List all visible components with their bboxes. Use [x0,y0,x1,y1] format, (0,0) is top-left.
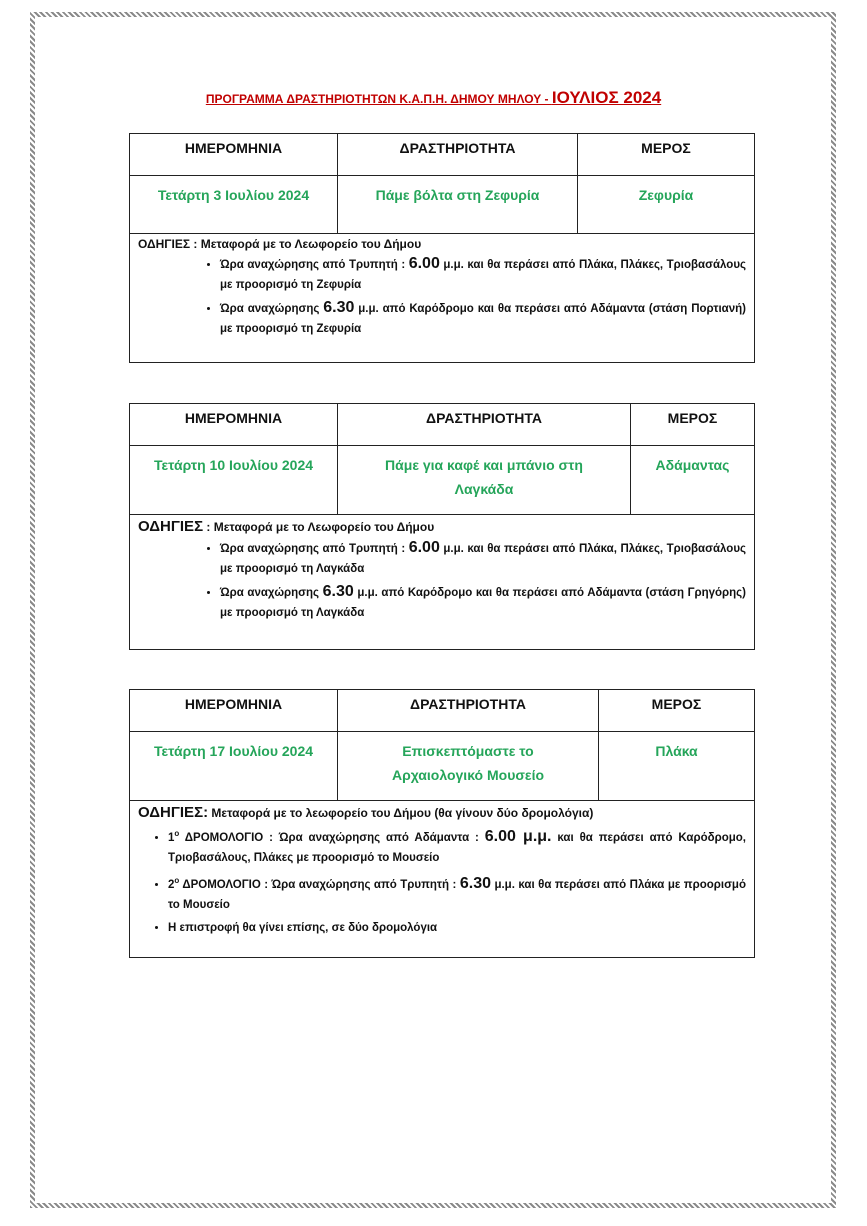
event-date: Τετάρτη 17 Ιουλίου 2024 [130,732,338,800]
table-header-row [130,690,754,732]
instructions-list [138,824,746,938]
header-place: ΜΕΡΟΣ [651,696,702,712]
instructions [130,515,754,623]
instructions [130,801,754,938]
list-item: • Η επιστροφή θα γίνει επίσης, σε δύο δρομολόγια [168,918,746,938]
header-place: ΜΕΡΟΣ [667,410,718,426]
instructions-label: ΟΔΗΓΙΕΣ [138,518,204,535]
list-item: • Ώρα αναχώρησης 6.30 μ.μ. από Καρόδρομο και θα περάσει από Αδάμαντα (στάση Γρηγόρης) με προορισμό τη Λαγκάδα [220,582,746,623]
event-table-1 [129,133,755,363]
table-header-row [130,404,754,446]
header-date: ΗΜΕΡΟΜΗΝΙΑ [130,404,338,445]
instructions-list [138,538,746,623]
instructions-text: : Μεταφορά με το Λεωφορείο του Δήμου [190,237,422,251]
instructions-text: : Μεταφορά με το Λεωφορείο του Δήμου [203,520,435,534]
table-row [130,732,754,801]
list-item: • Ώρα αναχώρησης 6.30 μ.μ. από Καρόδρομο και θα περάσει από Αδάμαντα (στάση Πορτιανή) με προορισμό τη Ζεφυρία [220,298,746,339]
page-title [0,88,867,108]
header-activity: ΔΡΑΣΤΗΡΙΟΤΗΤΑ [338,690,599,731]
event-place: Αδάμαντας [655,457,730,473]
table-row [130,176,754,234]
header-date: ΗΜΕΡΟΜΗΝΙΑ [130,134,338,175]
event-date: Τετάρτη 3 Ιουλίου 2024 [130,176,338,233]
table-header-row [130,134,754,176]
instructions-text: Μεταφορά με το λεωφορείο του Δήμου (θα γίνουν δύο δρομολόγια) [208,806,594,820]
instructions-list [138,254,746,339]
header-date: ΗΜΕΡΟΜΗΝΙΑ [130,690,338,731]
instructions [130,234,754,339]
event-table-2 [129,403,755,650]
instructions-label: ΟΔΗΓΙΕΣ: [138,804,209,821]
event-date: Τετάρτη 10 Ιουλίου 2024 [130,446,338,514]
event-activity: Πάμε για καφέ και μπάνιο στη Λαγκάδα [338,446,631,514]
list-item: • Ώρα αναχώρησης από Τρυπητή : 6.00 μ.μ. και θα περάσει από Πλάκα, Πλάκες, Τριοβασάλους με προορισμό τη Ζεφυρία [220,254,746,295]
header-place: ΜΕΡΟΣ [641,140,691,156]
instructions-lead [138,237,746,251]
event-place: Πλάκα [655,743,698,759]
instructions-lead [138,804,746,821]
event-activity: Επισκεπτόμαστε το Αρχαιολογικό Μουσείο [338,732,599,800]
header-activity: ΔΡΑΣΤΗΡΙΟΤΗΤΑ [338,134,578,175]
list-item: • Ώρα αναχώρησης από Τρυπητή : 6.00 μ.μ. και θα περάσει από Πλάκα, Πλάκες, Τριοβασάλους με προορισμό τη Λαγκάδα [220,538,746,579]
event-table-3 [129,689,755,958]
list-item: • $1^o$ ΔΡΟΜΟΛΟΓΙΟ : Ώρα αναχώρησης από Αδάμαντα : 6.00 μ.μ. και θα περάσει από Καρόδρομο, Τριοβασάλους, Πλάκες με προορισμό το Μουσείο [168,824,746,868]
title-main: ΠΡΟΓΡΑΜΜΑ ΔΡΑΣΤΗΡΙΟΤΗΤΩΝ Κ.Α.Π.Η. ΔΗΜΟΥ ΜΗΛΟΥ - [205,92,552,106]
title-month: ΙΟΥΛΙΟΣ 2024 [551,88,662,107]
header-activity: ΔΡΑΣΤΗΡΙΟΤΗΤΑ [338,404,631,445]
event-activity: Πάμε βόλτα στη Ζεφυρία [338,176,578,233]
table-row [130,446,754,515]
instructions-label: ΟΔΗΓΙΕΣ [138,237,191,251]
instructions-lead [138,518,746,535]
event-place: Ζεφυρία [638,187,694,203]
list-item: • $2^o$ ΔΡΟΜΟΛΟΓΙΟ : Ώρα αναχώρησης από Τρυπητή : 6.30 μ.μ. και θα περάσει από Πλάκα με προορισμό το Μουσείο [168,871,746,915]
